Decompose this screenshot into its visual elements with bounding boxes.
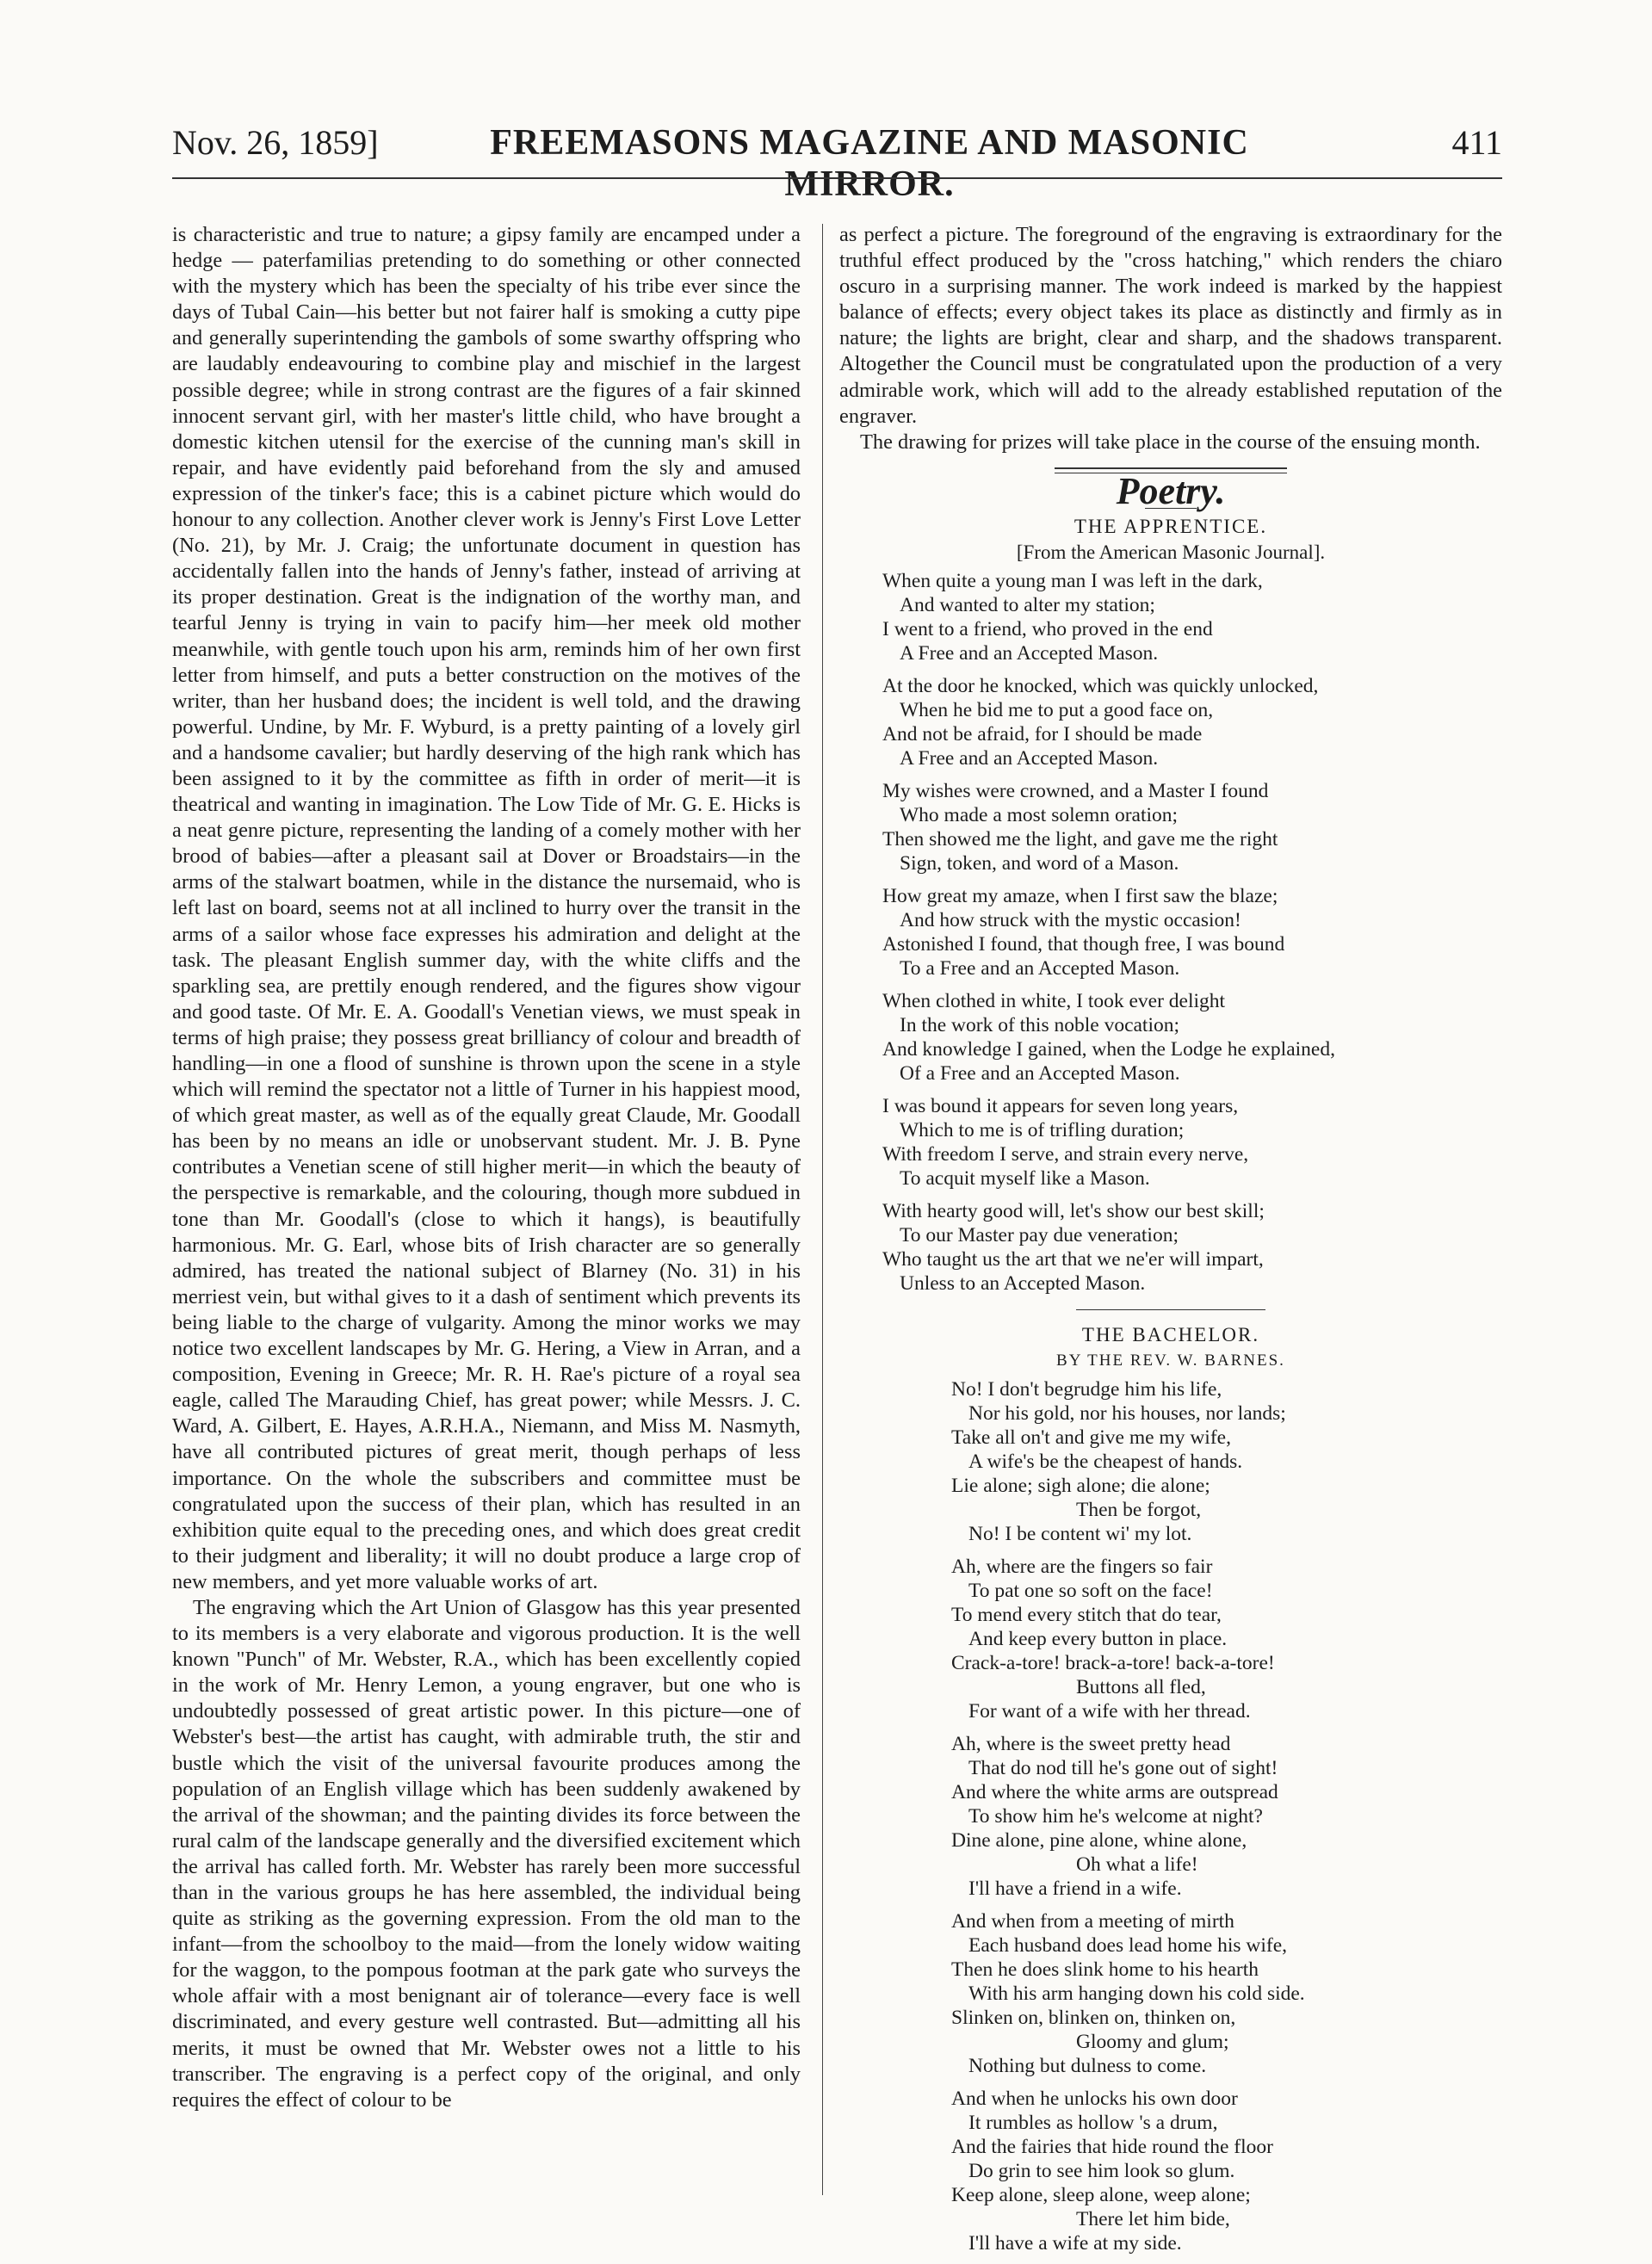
poem-line: To acquit myself like a Mason. bbox=[900, 1167, 1150, 1191]
poem-line: Ah, where is the sweet pretty head bbox=[951, 1733, 1231, 1756]
poem-bachelor bbox=[839, 1377, 1502, 2255]
poem-line: With freedom I serve, and strain every nerve, bbox=[882, 1143, 1249, 1166]
poem-author: BY THE REV. W. BARNES. bbox=[1056, 1352, 1285, 1370]
poem-stanza bbox=[951, 1909, 1502, 2078]
poem-stanza bbox=[882, 569, 1502, 665]
poem-line: No! I don't begrudge him his life, bbox=[951, 1378, 1222, 1401]
poem-line: Gloomy and glum; bbox=[1076, 2031, 1229, 2054]
poem-line: A Free and an Accepted Mason. bbox=[900, 642, 1159, 665]
poem-line: And when from a meeting of mirth bbox=[951, 1910, 1234, 1933]
poem-stanza bbox=[882, 1094, 1502, 1191]
poem-stanza bbox=[951, 1732, 1502, 1901]
poem-line: Lie alone; sigh alone; die alone; bbox=[951, 1475, 1210, 1498]
poem-line: Take all on't and give me my wife, bbox=[951, 1426, 1231, 1450]
poem-line: Do grin to see him look so glum. bbox=[968, 2160, 1235, 2183]
poem-line: Sign, token, and word of a Mason. bbox=[900, 852, 1179, 875]
poem-line: And wanted to alter my station; bbox=[900, 594, 1155, 617]
poem-line: Then showed me the light, and gave me the right bbox=[882, 828, 1278, 851]
poem-stanza bbox=[882, 884, 1502, 980]
poem-line: When quite a young man I was left in the dark, bbox=[882, 570, 1263, 593]
poem-stanza bbox=[951, 2087, 1502, 2255]
poem-line: To mend every stitch that do tear, bbox=[951, 1604, 1222, 1627]
article-paragraph: as perfect a picture. The foreground of the engraving is extraordinary for the truthful effect produced by the "cross hatching," which renders the chiaro oscuro in a surprising manner. The work indeed is marked by the happiest balance of effects; every object takes its place as distinctly and firmly as in nature; the lights are bright, clear and sharp, and the shadows transparent. Altogether the Council must be congratulated upon the production of a very admirable work, which will add to the already established reputation of the engraver. bbox=[839, 223, 1502, 428]
column-divider bbox=[822, 224, 823, 2195]
poem-stanza bbox=[882, 674, 1502, 770]
poem-line: When he bid me to put a good face on, bbox=[900, 699, 1214, 722]
poem-line: Buttons all fled, bbox=[1076, 1676, 1206, 1699]
poem-line: And where the white arms are outspread bbox=[951, 1781, 1278, 1804]
poem-line: At the door he knocked, which was quickly unlocked, bbox=[882, 675, 1319, 698]
poem-line: With hearty good will, let's show our best skill; bbox=[882, 1200, 1265, 1223]
poem-line: Nothing but dulness to come. bbox=[968, 2055, 1207, 2078]
poem-stanza bbox=[951, 1555, 1502, 1723]
poem-line: And when he unlocks his own door bbox=[951, 2088, 1238, 2111]
poem-line: For want of a wife with her thread. bbox=[968, 1700, 1251, 1723]
article-paragraph: The drawing for prizes will take place in the course of the ensuing month. bbox=[860, 430, 1481, 454]
poem-line: To pat one so soft on the face! bbox=[968, 1580, 1213, 1603]
poem-stanza bbox=[882, 989, 1502, 1086]
poem-line: Who made a most solemn oration; bbox=[900, 804, 1179, 827]
poem-separator bbox=[1076, 1309, 1265, 1310]
poem-line: Then be forgot, bbox=[1076, 1499, 1202, 1522]
poem-line: To a Free and an Accepted Mason. bbox=[900, 957, 1180, 980]
poem-line: Each husband does lead home his wife, bbox=[968, 1934, 1288, 1958]
poem-line: Ah, where are the fingers so fair bbox=[951, 1556, 1213, 1579]
poem-line: With his arm hanging down his cold side. bbox=[968, 1983, 1305, 2006]
poem-line: And keep every button in place. bbox=[968, 1628, 1228, 1651]
poem-stanza bbox=[882, 779, 1502, 875]
poem-line: Oh what a life! bbox=[1076, 1853, 1198, 1877]
poem-line: Astonished I found, that though free, I was bound bbox=[882, 933, 1285, 956]
poem-line: Nor his gold, nor his houses, nor lands; bbox=[968, 1402, 1286, 1426]
poem-line: And not be afraid, for I should be made bbox=[882, 723, 1203, 746]
issue-date: Nov. 26, 1859] bbox=[172, 123, 379, 162]
poem-line: A wife's be the cheapest of hands. bbox=[968, 1451, 1243, 1474]
poem-line: No! I be content wi' my lot. bbox=[968, 1523, 1192, 1546]
poem-line: Which to me is of trifling duration; bbox=[900, 1119, 1185, 1142]
poem-line: When clothed in white, I took ever delight bbox=[882, 990, 1226, 1013]
poem-line: I was bound it appears for seven long years, bbox=[882, 1095, 1239, 1118]
header-rule bbox=[172, 177, 1502, 179]
poem-line: Slinken on, blinken on, thinken on, bbox=[951, 2007, 1236, 2030]
poem-line: And the fairies that hide round the floor bbox=[951, 2136, 1273, 2159]
poem-line: That do nod till he's gone out of sight! bbox=[968, 1757, 1278, 1780]
poem-line: A Free and an Accepted Mason. bbox=[900, 747, 1159, 770]
page-header bbox=[172, 122, 1502, 204]
poem-line: To our Master pay due veneration; bbox=[900, 1224, 1179, 1247]
poem-stanza bbox=[882, 1199, 1502, 1296]
article-paragraph: is characteristic and true to nature; a gipsy family are encamped under a hedge — paterfamilias pretending to do something or other connected with the mystery which has been the specialty of his tribe ever since the days of Tubal Cain—his better but not fairer half is smoking a cutty pipe and generally superintending the gambols of some swarthy offspring who are laudably endeavouring to combine play and mischief in the largest possible degree; while in strong contrast are the figures of a fair skinned innocent servant girl, with her master's little child, who have brought a domestic kitchen utensil for the exercise of the cunning man's skill in repair, and have evidently paid beforehand from the sly and amused expression of the tinker's face; this is a cabinet picture which would do honour to any collection. Another clever work is Jenny's First Love Letter (No. 21), by Mr. J. Craig; the unfortunate document in question has accidentally fallen into the hands of Jenny's father, instead of arriving at its proper destination. Great is the indignation of the worthy man, and tearful Jenny is trying in vain to pacify him—her meek old mother meanwhile, with gentle touch upon his arm, reminds him of her own first letter from himself, and puts a better construction on the motives of the writer, than her husband does; the incident is well told, and the drawing powerful. Undine, by Mr. F. Wyburd, is a pretty painting of a lovely girl and a handsome cavalier; but hardly deserving of the high rank which has been assigned to it by the committee as fifth in order of merit—it is theatrical and wanting in imagination. The Low Tide of Mr. G. E. Hicks is a neat genre picture, representing the landing of a comely mother with her brood of babies—after a pleasant sail at Dover or Broadstairs—in the arms of the stalwart boatmen, while in the distance the nursemaid, who is left last on board, seems not at all inclined to hurry over the transit in the arms of a sailor whose face expresses his admiration and delight at the task. The pleasant English summer day, with the white cliffs and the sparkling sea, are prettily enough rendered, and the figures show vigour and good taste. Of Mr. E. A. Goodall's Venetian views, we must speak in terms of high praise; they possess great brilliancy of colour and breadth of handling—in one a flood of sunshine is thrown upon the scene in a style which will remind the spectator not a little of Turner in his happiest mood, of which great master, as well as of the equally great Claude, Mr. Goodall has been by no means an idle or unobservant student. Mr. J. B. Pyne contributes a Venetian scene of still higher merit—in which the beauty of the perspective is remarkable, and the colouring, though more subdued in tone than Mr. Goodall's (close to which it hangs), is beautifully harmonious. Mr. G. Earl, whose bits of Irish character are so generally admired, has treated the national subject of Blarney (No. 31) in his merriest vein, but withal gives to it a dash of sentiment which prevents its being liable to the charge of vulgarity. Among the minor works we may notice two excellent landscapes by Mr. G. Hering, a View in Arran, and a composition, Evening in Greece; Mr. R. H. Rae's picture of a royal sea eagle, called The Marauding Chief, has great power; while Messrs. J. C. Ward, A. Gilbert, E. Hayes, A.R.H.A., Niemann, and Miss M. Nasmyth, have all contributed pictures of great merit, though perhaps of less importance. On the whole the subscribers and committee must be congratulated upon the success of their plan, which has resulted in an exhibition quite equal to the preceding ones, and which does great credit to their judgment and liberality; it will no doubt produce a large crop of new members, and yet more valuable works of art. bbox=[172, 223, 801, 1593]
poem-line: There let him bide, bbox=[1076, 2208, 1230, 2231]
poem-line: Unless to an Accepted Mason. bbox=[900, 1272, 1146, 1296]
poem-source: [From the American Masonic Journal]. bbox=[1016, 541, 1326, 564]
poem-line: Keep alone, sleep alone, weep alone; bbox=[951, 2184, 1251, 2207]
left-column bbox=[172, 222, 801, 2113]
poem-title: THE APPRENTICE. bbox=[1073, 515, 1268, 537]
poem-line: Of a Free and an Accepted Mason. bbox=[900, 1062, 1180, 1086]
section-title: Poetry. bbox=[1116, 469, 1226, 512]
page-number: 411 bbox=[1451, 123, 1502, 162]
poem-line: My wishes were crowned, and a Master I found bbox=[882, 780, 1269, 803]
poem-stanza bbox=[951, 1377, 1502, 1546]
poem-line: In the work of this noble vocation; bbox=[900, 1014, 1180, 1037]
article-paragraph: The engraving which the Art Union of Glasgow has this year presented to its members is a very elaborate and vigorous production. It is the well known "Punch" of Mr. Webster, R.A., which has been excellently copied in the work of Mr. Henry Lemon, a young engraver, but one who is undoubtedly possessed of great artistic power. In this picture—one of Webster's best—the artist has caught, with admirable truth, the stir and bustle which the visit of the universal favourite produces among the population of an English village which has been suddenly awakened by the arrival of the showman; and the painting divides its force between the rural calm of the landscape generally and the diversified excitement which the arrival has called forth. Mr. Webster has rarely been more successful than in the various groups he has here assembled, the individual being quite as striking as the governing expression. From the old man to the infant—from the schoolboy to the maid—from the lonely widow waiting for the waggon, to the pompous footman at the park gate who surveys the whole affair with a most benignant air of tolerance—every face is well discriminated, and every gesture well contrasted. But—admitting all his merits, it must be owned that Mr. Webster owes not a little to his transcriber. The engraving is a perfect copy of the original, and only requires the effect of colour to be bbox=[172, 1595, 801, 2112]
poem-line: Who taught us the art that we ne'er will impart, bbox=[882, 1248, 1264, 1271]
poem-line: To show him he's welcome at night? bbox=[968, 1805, 1263, 1828]
poem-line: I'll have a wife at my side. bbox=[968, 2232, 1182, 2255]
poem-line: How great my amaze, when I first saw the blaze; bbox=[882, 885, 1278, 908]
poem-title: THE BACHELOR. bbox=[1081, 1324, 1260, 1346]
poem-line: I went to a friend, who proved in the end bbox=[882, 618, 1213, 641]
poem-line: And how struck with the mystic occasion! bbox=[900, 909, 1241, 932]
poem-line: I'll have a friend in a wife. bbox=[968, 1877, 1182, 1901]
masthead-title: FREEMASONS MAGAZINE AND MASONIC MIRROR. bbox=[490, 123, 1249, 204]
poem-line: Crack-a-tore! brack-a-tore! back-a-tore! bbox=[951, 1652, 1275, 1675]
poem-apprentice bbox=[839, 569, 1502, 1296]
poem-line: Then he does slink home to his hearth bbox=[951, 1958, 1259, 1982]
right-column bbox=[839, 222, 1502, 2264]
poem-line: It rumbles as hollow 's a drum, bbox=[968, 2112, 1218, 2135]
poem-line: And knowledge I gained, when the Lodge he explained, bbox=[882, 1038, 1335, 1061]
poem-line: Dine alone, pine alone, whine alone, bbox=[951, 1829, 1247, 1853]
